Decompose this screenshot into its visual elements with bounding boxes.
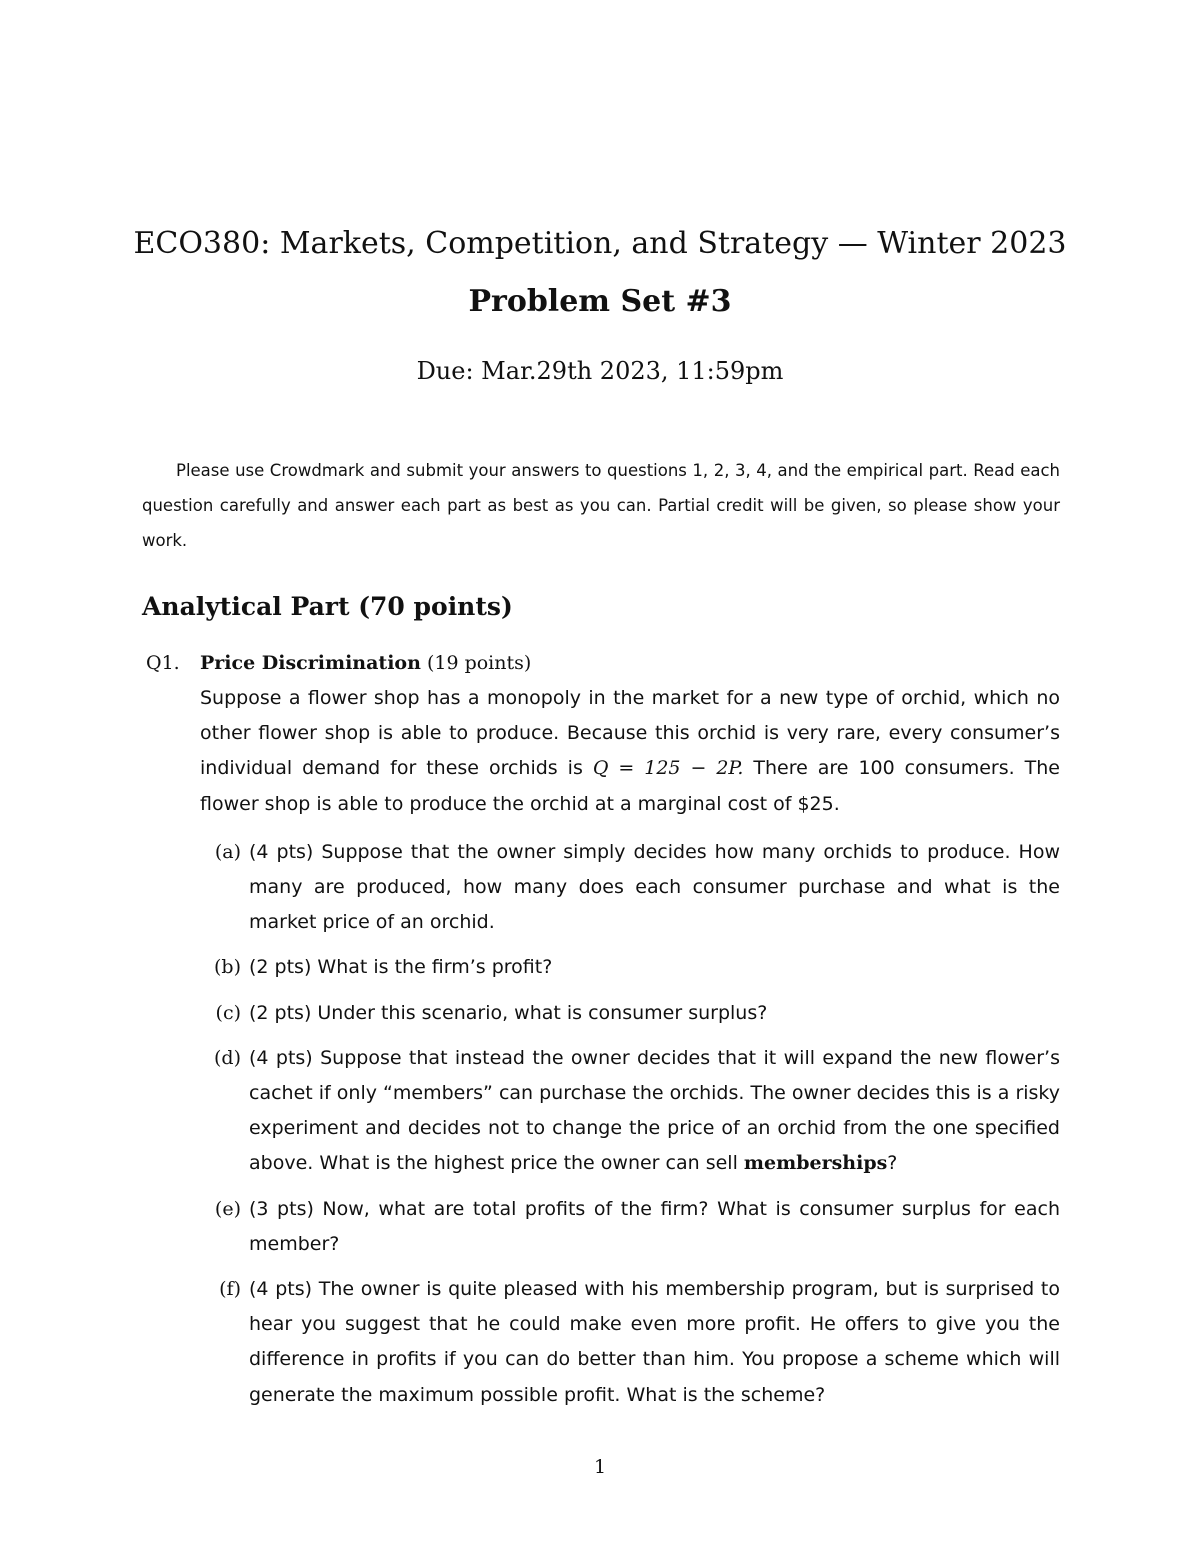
part-text-wrapper	[249, 1041, 1060, 1182]
question-parts	[146, 835, 1060, 1413]
part-text-tail: ?	[887, 1152, 898, 1175]
part-label: (b)	[214, 956, 241, 979]
question-body-text-1: Suppose a flower shop has a monopoly in the market for a new type of orchid, which no other flower shop is able to produce. Because this orchid is very rare, every consumer’s individual demand for these orchids is	[200, 687, 1060, 780]
part-a	[146, 835, 1060, 941]
problem-set-title: Problem Set #3	[468, 284, 732, 319]
part-text: (3 pts) Now, what are total profits of the firm? What is consumer surplus for each member?	[249, 1197, 1060, 1255]
part-label: (c)	[215, 1001, 241, 1024]
part-text: (4 pts) The owner is quite pleased with his membership program, but is surprised to hear you suggest that he could make even more profit. He offers to give you the difference in profits if you can do better than him. You propose a scheme which will generate the maximum possible profit. What is the scheme?	[249, 1278, 1060, 1406]
bold-term: memberships	[743, 1152, 888, 1175]
part-text: (4 pts) Suppose that the owner simply decides how many orchids to produce. How many are produced, how many does each consumer purchase and what is the market price of an orchid.	[249, 840, 1060, 934]
part-d	[146, 1041, 1060, 1182]
question-points: (19 points)	[426, 652, 532, 674]
part-label: (e)	[214, 1197, 241, 1220]
section-heading: Analytical Part (70 points)	[142, 592, 513, 621]
question-1	[146, 646, 1060, 1423]
part-label: (f)	[219, 1278, 241, 1301]
part-f	[146, 1272, 1060, 1413]
part-b	[146, 950, 1060, 985]
due-date: Due: Mar.29th 2023, 11:59pm	[416, 357, 784, 385]
page-number: 1	[593, 1456, 607, 1478]
part-label: (d)	[214, 1046, 241, 1069]
instructions-paragraph: Please use Crowdmark and submit your answers to questions 1, 2, 3, 4, and the empirical part. Read each question carefully and answer each part as best as you can. Partial credit will be given, so please show your work.	[142, 461, 1060, 550]
part-text: (2 pts) What is the firm’s profit?	[249, 956, 553, 979]
demand-equation: Q = 125 − 2P.	[592, 757, 744, 780]
part-text: (4 pts) Suppose that instead the owner decides that it will expand the new flower’s cachet if only “members” can purchase the orchids. The owner decides this is a risky experiment and decides not to change the price of an orchid from the one specified above. What is the highest price the owner can sell	[249, 1046, 1060, 1175]
part-text: (2 pts) Under this scenario, what is consumer surplus?	[249, 1001, 768, 1024]
question-body	[200, 681, 1060, 822]
course-title: ECO380: Markets, Competition, and Strategy — Winter 2023	[133, 226, 1067, 261]
question-topic: Price Discrimination	[200, 652, 421, 674]
part-c	[146, 996, 1060, 1031]
question-number: Q1.	[146, 652, 180, 674]
part-label: (a)	[214, 840, 241, 863]
part-e	[146, 1192, 1060, 1262]
question-body-text-2: There are 100 consumers. The flower shop is able to produce the orchid at a marginal cost of $25.	[200, 757, 1060, 815]
question-header	[146, 646, 1060, 681]
